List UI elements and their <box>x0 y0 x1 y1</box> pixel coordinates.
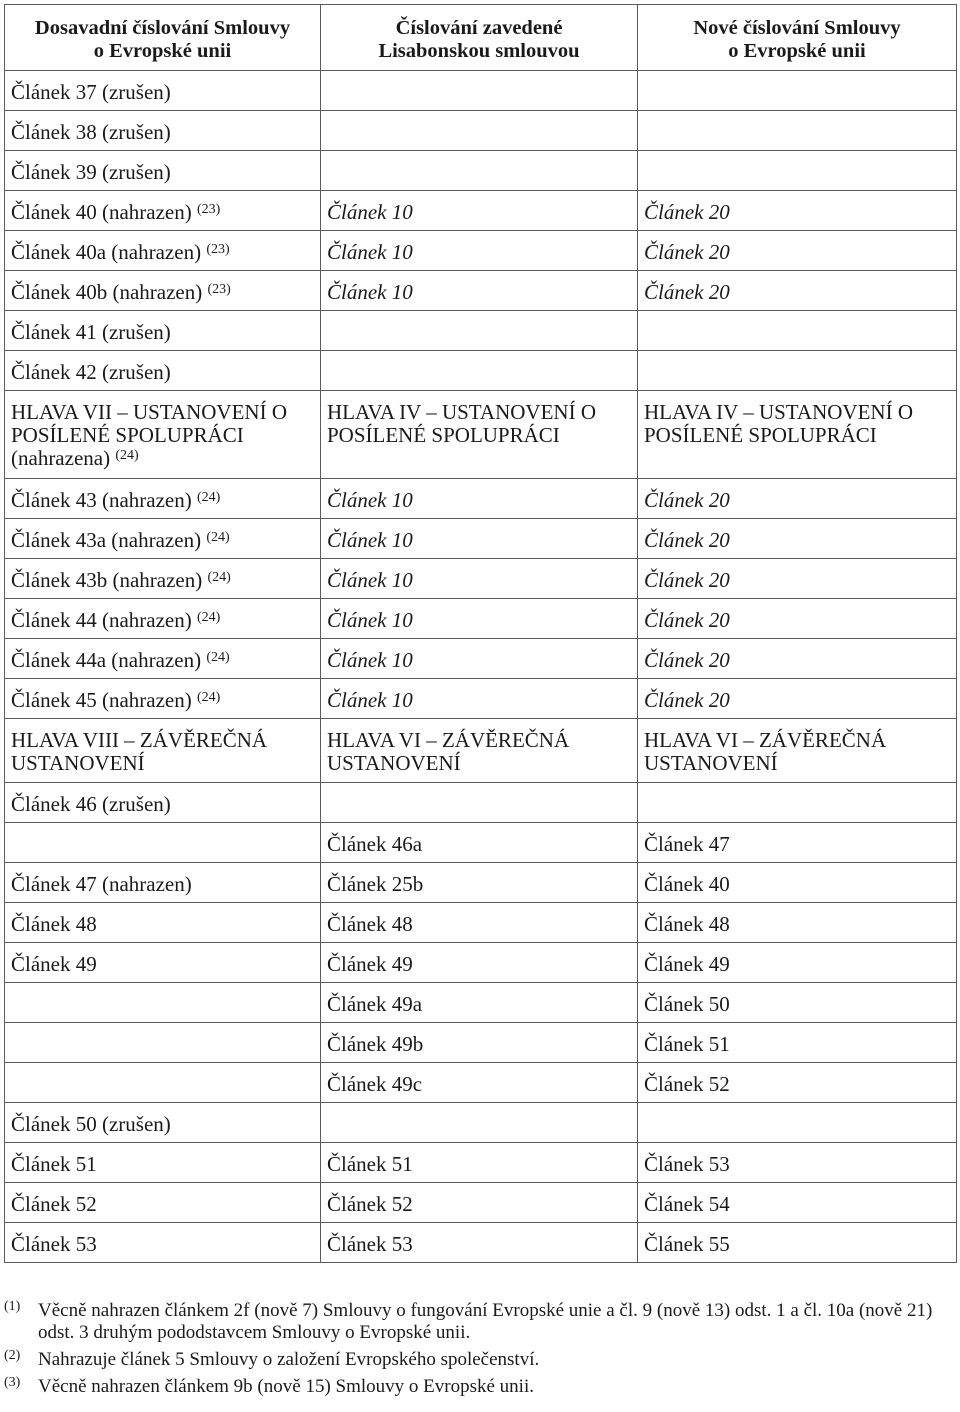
table-row <box>5 863 957 903</box>
lisbon-number-cell: Článek 10 <box>321 519 638 559</box>
old-number-cell <box>5 823 321 863</box>
table-row <box>5 559 957 599</box>
new-number-cell: Článek 20 <box>638 519 957 559</box>
new-number-cell: Článek 50 <box>638 983 957 1023</box>
table-row <box>5 151 957 191</box>
old-number-cell: Článek 38 (zrušen) <box>5 111 321 151</box>
correspondence-table <box>4 4 957 1263</box>
old-number-cell: Článek 40 (nahrazen) $^{(23)}$ <box>5 191 321 231</box>
footnote-ref: (24) <box>197 610 221 625</box>
footnote-number: (2) <box>4 1348 21 1363</box>
new-number-cell: Článek 48 <box>638 903 957 943</box>
old-number-cell: Článek 44a (nahrazen) $^{(24)}$ <box>5 639 321 679</box>
lisbon-number-cell: Článek 53 <box>321 1223 638 1263</box>
lisbon-number-cell: Článek 49b <box>321 1023 638 1063</box>
new-title-heading-cell: HLAVA IV – USTANOVENÍ O POSÍLENÉ SPOLUPRÁCI <box>638 391 957 479</box>
old-number-cell: Článek 41 (zrušen) <box>5 311 321 351</box>
new-number-cell: Článek 49 <box>638 943 957 983</box>
footnote-ref: (24) <box>207 570 231 585</box>
table-row <box>5 1143 957 1183</box>
footnotes <box>4 1300 956 1403</box>
old-number-cell: Článek 50 (zrušen) <box>5 1103 321 1143</box>
old-number-cell: Článek 43a (nahrazen) $^{(24)}$ <box>5 519 321 559</box>
table-header-row <box>5 5 957 71</box>
lisbon-number-cell <box>321 151 638 191</box>
footnote-ref: (24) <box>206 650 230 665</box>
old-number-cell: Článek 47 (nahrazen) <box>5 863 321 903</box>
old-number-cell: Článek 40a (nahrazen) $^{(23)}$ <box>5 231 321 271</box>
footnote-ref: (23) <box>206 242 230 257</box>
table-row <box>5 783 957 823</box>
table-row <box>5 271 957 311</box>
old-number-cell <box>5 1063 321 1103</box>
table-row <box>5 983 957 1023</box>
footnote-ref: (24) <box>115 448 139 463</box>
footnote-item <box>4 1300 956 1344</box>
footnote-text: Nahrazuje článek 5 Smlouvy o založení Evropského společenství. <box>38 1349 540 1370</box>
new-number-cell: Článek 20 <box>638 679 957 719</box>
table-row <box>5 191 957 231</box>
lisbon-number-cell: Článek 46a <box>321 823 638 863</box>
footnote-ref: (24) <box>206 530 230 545</box>
header-lisbon-numbering: Číslování zavedené Lisabonskou smlouvou <box>321 5 638 71</box>
lisbon-number-cell: Článek 49a <box>321 983 638 1023</box>
lisbon-number-cell <box>321 71 638 111</box>
table-row <box>5 1023 957 1063</box>
lisbon-number-cell: Článek 10 <box>321 559 638 599</box>
table-row <box>5 679 957 719</box>
table-row <box>5 231 957 271</box>
old-number-cell: Článek 42 (zrušen) <box>5 351 321 391</box>
new-number-cell <box>638 351 957 391</box>
old-title-heading-cell: HLAVA VIII – ZÁVĚREČNÁ USTANOVENÍ <box>5 719 321 783</box>
footnote-text: Věcně nahrazen článkem 9b (nově 15) Smlouvy o Evropské unii. <box>38 1376 534 1397</box>
old-number-cell: Článek 49 <box>5 943 321 983</box>
old-number-cell: Článek 37 (zrušen) <box>5 71 321 111</box>
old-number-cell: Článek 43b (nahrazen) $^{(24)}$ <box>5 559 321 599</box>
old-number-cell: Článek 46 (zrušen) <box>5 783 321 823</box>
old-number-cell: Článek 45 (nahrazen) $^{(24)}$ <box>5 679 321 719</box>
new-number-cell: Článek 53 <box>638 1143 957 1183</box>
new-number-cell: Článek 20 <box>638 559 957 599</box>
table-row <box>5 519 957 559</box>
lisbon-number-cell: Článek 52 <box>321 1183 638 1223</box>
old-number-cell <box>5 983 321 1023</box>
table-row <box>5 943 957 983</box>
lisbon-number-cell <box>321 111 638 151</box>
table-row <box>5 311 957 351</box>
header-new-numbering: Nové číslování Smlouvy o Evropské unii <box>638 5 957 71</box>
new-number-cell: Článek 55 <box>638 1223 957 1263</box>
new-number-cell: Článek 20 <box>638 231 957 271</box>
new-number-cell <box>638 1103 957 1143</box>
table-row <box>5 1223 957 1263</box>
footnote-ref: (23) <box>197 202 221 217</box>
old-number-cell: Článek 52 <box>5 1183 321 1223</box>
lisbon-number-cell: Článek 49c <box>321 1063 638 1103</box>
old-number-cell: Článek 40b (nahrazen) $^{(23)}$ <box>5 271 321 311</box>
footnote-number: (3) <box>4 1375 21 1390</box>
footnote-item <box>4 1376 956 1398</box>
old-number-cell: Článek 48 <box>5 903 321 943</box>
lisbon-number-cell <box>321 351 638 391</box>
table-row <box>5 351 957 391</box>
lisbon-number-cell: Článek 10 <box>321 639 638 679</box>
old-number-cell: Článek 43 (nahrazen) $^{(24)}$ <box>5 479 321 519</box>
old-number-cell: Článek 44 (nahrazen) $^{(24)}$ <box>5 599 321 639</box>
footnote-number: (1) <box>4 1299 21 1314</box>
table-row <box>5 1183 957 1223</box>
old-number-cell: Článek 51 <box>5 1143 321 1183</box>
lisbon-number-cell: Článek 10 <box>321 479 638 519</box>
footnote-ref: (23) <box>207 282 231 297</box>
new-number-cell: Článek 47 <box>638 823 957 863</box>
lisbon-number-cell <box>321 1103 638 1143</box>
table-row <box>5 1103 957 1143</box>
footnote-text: Věcně nahrazen článkem 2f (nově 7) Smlouvy o fungování Evropské unie a čl. 9 (nově 13) odst. 1 a čl. 10a (nově 21) odst. 3 druhým pododstavcem Smlouvy o Evropské unii. <box>38 1300 933 1343</box>
header-old-numbering: Dosavadní číslování Smlouvy o Evropské unii <box>5 5 321 71</box>
table-row <box>5 1063 957 1103</box>
footnote-item <box>4 1349 956 1371</box>
new-title-heading-cell: HLAVA VI – ZÁVĚREČNÁ USTANOVENÍ <box>638 719 957 783</box>
lisbon-number-cell <box>321 311 638 351</box>
old-number-cell: Článek 39 (zrušen) <box>5 151 321 191</box>
new-number-cell <box>638 151 957 191</box>
table-row-title-heading <box>5 719 957 783</box>
lisbon-number-cell: Článek 10 <box>321 231 638 271</box>
table-row-title-heading <box>5 391 957 479</box>
lisbon-number-cell: Článek 10 <box>321 191 638 231</box>
new-number-cell <box>638 71 957 111</box>
lisbon-number-cell: Článek 10 <box>321 679 638 719</box>
footnote-ref: (24) <box>197 490 221 505</box>
lisbon-title-heading-cell: HLAVA IV – USTANOVENÍ O POSÍLENÉ SPOLUPRÁCI <box>321 391 638 479</box>
new-number-cell: Článek 20 <box>638 639 957 679</box>
old-title-heading-cell: HLAVA VII – USTANOVENÍ O POSÍLENÉ SPOLUPRÁCI (nahrazena) $^{(24)}$ <box>5 391 321 479</box>
table-row <box>5 903 957 943</box>
lisbon-number-cell: Článek 10 <box>321 271 638 311</box>
new-number-cell: Článek 51 <box>638 1023 957 1063</box>
new-number-cell <box>638 783 957 823</box>
old-number-cell <box>5 1023 321 1063</box>
new-number-cell: Článek 40 <box>638 863 957 903</box>
new-number-cell: Článek 20 <box>638 479 957 519</box>
table-row <box>5 639 957 679</box>
lisbon-number-cell: Článek 10 <box>321 599 638 639</box>
lisbon-number-cell: Článek 25b <box>321 863 638 903</box>
new-number-cell <box>638 311 957 351</box>
lisbon-number-cell: Článek 48 <box>321 903 638 943</box>
new-number-cell: Článek 20 <box>638 271 957 311</box>
table-row <box>5 71 957 111</box>
lisbon-number-cell: Článek 49 <box>321 943 638 983</box>
table-row <box>5 823 957 863</box>
table-row <box>5 599 957 639</box>
new-number-cell <box>638 111 957 151</box>
table-row <box>5 111 957 151</box>
footnote-ref: (24) <box>197 690 221 705</box>
lisbon-title-heading-cell: HLAVA VI – ZÁVĚREČNÁ USTANOVENÍ <box>321 719 638 783</box>
lisbon-number-cell <box>321 783 638 823</box>
new-number-cell: Článek 54 <box>638 1183 957 1223</box>
table-row <box>5 479 957 519</box>
new-number-cell: Článek 20 <box>638 599 957 639</box>
new-number-cell: Článek 20 <box>638 191 957 231</box>
new-number-cell: Článek 52 <box>638 1063 957 1103</box>
old-number-cell: Článek 53 <box>5 1223 321 1263</box>
lisbon-number-cell: Článek 51 <box>321 1143 638 1183</box>
